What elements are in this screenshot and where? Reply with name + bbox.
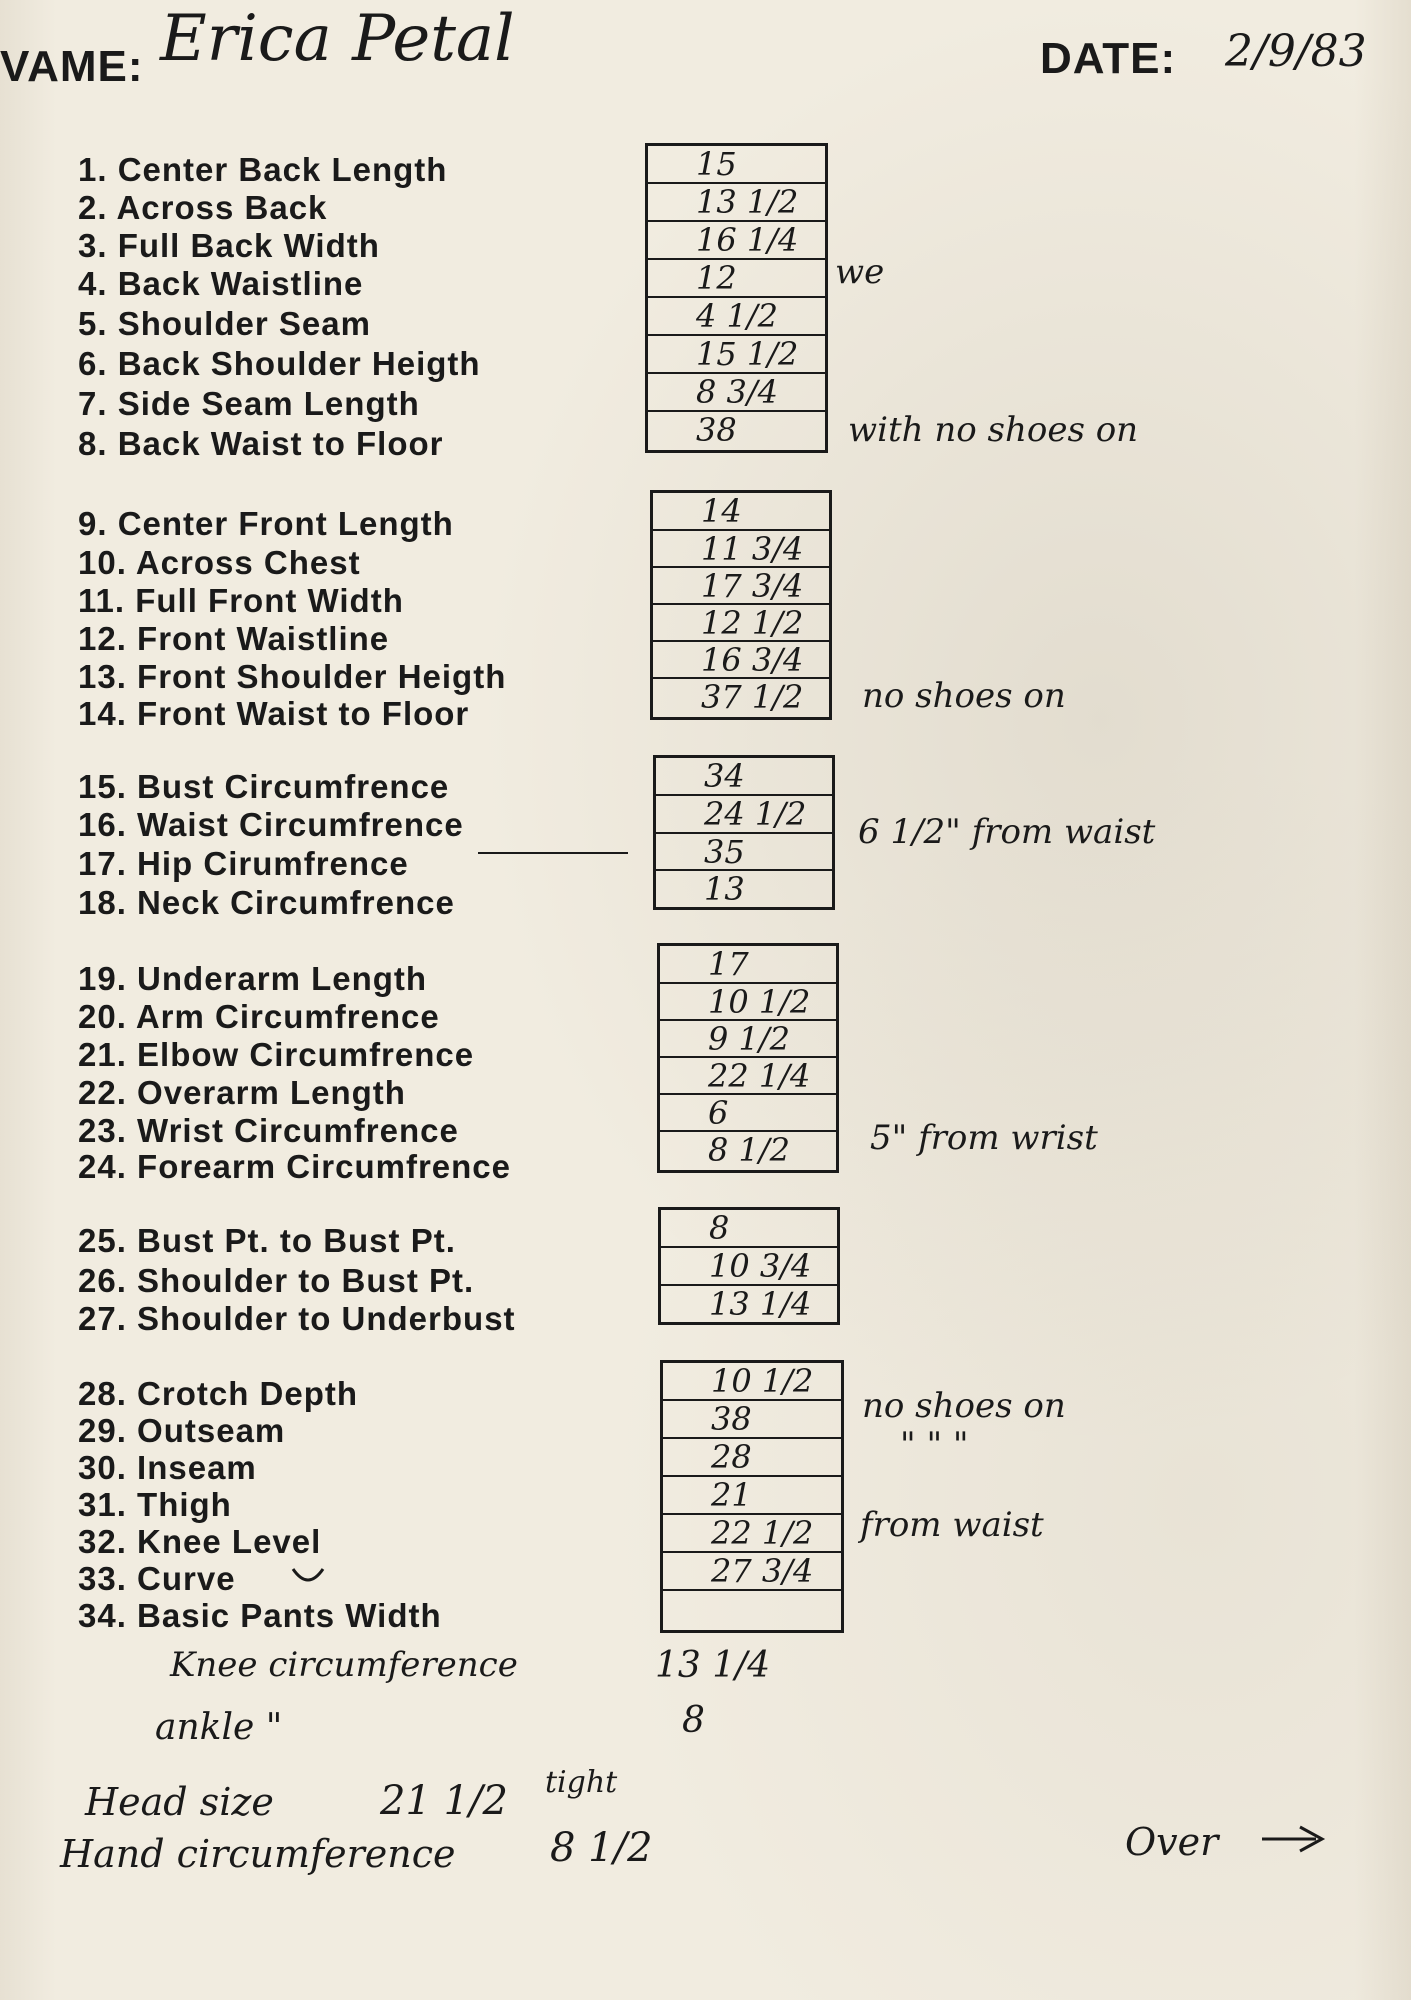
note-from-waist-2: from waist bbox=[860, 1505, 1044, 1545]
label-curve: 33. Curve bbox=[78, 1560, 236, 1597]
label-front-waistline: 12. Front Waistline bbox=[78, 620, 390, 657]
values-box-back bbox=[645, 143, 828, 453]
value-cell: 13 1/4 bbox=[709, 1285, 812, 1323]
values-box-bust bbox=[658, 1207, 840, 1325]
label-wrist-circumference: 23. Wrist Circumfrence bbox=[78, 1112, 459, 1149]
hip-leader-line bbox=[478, 852, 628, 854]
value-cell: 27 3/4 bbox=[663, 1553, 841, 1591]
knee-circumference-value: 13 1/4 bbox=[655, 1645, 771, 1686]
value-cell: 16 1/4 bbox=[648, 222, 825, 260]
value-cell: 38 bbox=[696, 411, 737, 449]
label-shoulder-to-bust-pt: 26. Shoulder to Bust Pt. bbox=[78, 1262, 475, 1299]
note-no-shoes-2: no shoes on bbox=[862, 676, 1066, 716]
label-waist-circumference: 16. Waist Circumfrence bbox=[78, 806, 464, 843]
note-from-wrist: 5" from wrist bbox=[870, 1118, 1098, 1158]
values-box-circumference bbox=[653, 755, 835, 910]
value-cell: 14 bbox=[653, 493, 829, 531]
label-outseam: 29. Outseam bbox=[78, 1412, 286, 1449]
value-cell: 4 1/2 bbox=[648, 298, 825, 336]
value-cell: 12 bbox=[648, 260, 825, 298]
label-across-back: 2. Across Back bbox=[78, 189, 328, 226]
label-basic-pants-width: 34. Basic Pants Width bbox=[78, 1597, 442, 1634]
value-cell: 10 3/4 bbox=[661, 1248, 837, 1286]
note-back-waistline: we bbox=[835, 252, 885, 292]
value-cell: 6 bbox=[660, 1095, 836, 1132]
value-cell: 12 1/2 bbox=[653, 605, 829, 642]
label-forearm-circumference: 24. Forearm Circumfrence bbox=[78, 1148, 512, 1185]
hand-circumference-label: Hand circumference bbox=[60, 1832, 456, 1876]
label-back-waist-to-floor: 8. Back Waist to Floor bbox=[78, 425, 444, 462]
value-cell: 15 bbox=[648, 146, 825, 184]
value-cell: 8 1/2 bbox=[708, 1131, 791, 1169]
value-cell: 13 1/2 bbox=[648, 184, 825, 222]
label-overarm-length: 22. Overarm Length bbox=[78, 1074, 406, 1111]
label-full-back-width: 3. Full Back Width bbox=[78, 227, 380, 264]
value-cell: 8 bbox=[661, 1210, 837, 1248]
label-elbow-circumference: 21. Elbow Circumfrence bbox=[78, 1036, 475, 1073]
label-full-front-width: 11. Full Front Width bbox=[78, 582, 404, 619]
note-no-shoes-1: with no shoes on bbox=[848, 410, 1139, 450]
note-no-shoes-3: no shoes on bbox=[862, 1386, 1066, 1426]
values-box-arm bbox=[657, 943, 839, 1173]
label-back-waistline: 4. Back Waistline bbox=[78, 265, 364, 302]
value-cell: 28 bbox=[663, 1439, 841, 1477]
value-cell: 10 1/2 bbox=[660, 984, 836, 1021]
label-center-back-length: 1. Center Back Length bbox=[78, 151, 448, 188]
value-cell: 15 1/2 bbox=[648, 336, 825, 374]
label-arm-circumference: 20. Arm Circumfrence bbox=[78, 998, 440, 1035]
date-value: 2/9/83 bbox=[1225, 26, 1367, 77]
value-cell: 17 3/4 bbox=[653, 568, 829, 605]
value-cell: 10 1/2 bbox=[663, 1363, 841, 1401]
label-inseam: 30. Inseam bbox=[78, 1449, 257, 1486]
over-label: Over bbox=[1125, 1820, 1219, 1864]
label-center-front-length: 9. Center Front Length bbox=[78, 505, 454, 542]
ankle-value: 8 bbox=[682, 1700, 705, 1741]
label-bust-circumference: 15. Bust Circumfrence bbox=[78, 768, 450, 805]
values-box-pants bbox=[660, 1360, 844, 1633]
value-cell: 35 bbox=[656, 834, 832, 871]
label-thigh: 31. Thigh bbox=[78, 1486, 232, 1523]
value-cell: 22 1/4 bbox=[660, 1058, 836, 1095]
note-from-waist: 6 1/2" from waist bbox=[858, 812, 1156, 852]
head-size-label: Head size bbox=[85, 1780, 274, 1824]
label-front-shoulder-height: 13. Front Shoulder Heigth bbox=[78, 658, 507, 695]
value-cell: 13 bbox=[704, 870, 745, 908]
value-cell: 38 bbox=[663, 1401, 841, 1439]
label-underarm-length: 19. Underarm Length bbox=[78, 960, 428, 997]
label-shoulder-to-underbust: 27. Shoulder to Underbust bbox=[78, 1300, 516, 1337]
name-label: VAME: bbox=[0, 42, 144, 91]
value-cell: 21 bbox=[663, 1477, 841, 1515]
name-value: Erica Petal bbox=[160, 2, 515, 76]
note-ditto: " " " bbox=[900, 1425, 969, 1465]
value-cell: 16 3/4 bbox=[653, 642, 829, 679]
value-cell: 37 1/2 bbox=[701, 678, 804, 716]
hand-circumference-value: 8 1/2 bbox=[550, 1825, 653, 1871]
value-cell: 8 3/4 bbox=[648, 374, 825, 412]
arrow-right-icon bbox=[1258, 1822, 1328, 1856]
label-front-waist-to-floor: 14. Front Waist to Floor bbox=[78, 695, 470, 732]
value-cell: 34 bbox=[656, 758, 832, 796]
label-hip-circumference: 17. Hip Cirumfrence bbox=[78, 845, 409, 882]
head-size-note: tight bbox=[545, 1765, 618, 1800]
values-box-front bbox=[650, 490, 832, 720]
label-neck-circumference: 18. Neck Circumfrence bbox=[78, 884, 455, 921]
label-shoulder-seam: 5. Shoulder Seam bbox=[78, 305, 371, 342]
label-across-chest: 10. Across Chest bbox=[78, 544, 361, 581]
value-cell: 22 1/2 bbox=[663, 1515, 841, 1553]
label-crotch-depth: 28. Crotch Depth bbox=[78, 1375, 359, 1412]
value-cell bbox=[663, 1591, 841, 1630]
label-bust-pt-to-bust-pt: 25. Bust Pt. to Bust Pt. bbox=[78, 1222, 456, 1259]
value-cell: 9 1/2 bbox=[660, 1021, 836, 1058]
value-cell: 24 1/2 bbox=[656, 796, 832, 834]
curve-symbol-icon bbox=[290, 1565, 326, 1587]
head-size-value: 21 1/2 bbox=[380, 1778, 508, 1824]
value-cell: 17 bbox=[660, 946, 836, 984]
ankle-label: ankle " bbox=[155, 1707, 283, 1748]
knee-circumference-label: Knee circumference bbox=[170, 1645, 518, 1685]
label-side-seam-length: 7. Side Seam Length bbox=[78, 385, 420, 422]
date-label: DATE: bbox=[1040, 34, 1177, 83]
value-cell: 11 3/4 bbox=[653, 531, 829, 568]
label-knee-level: 32. Knee Level bbox=[78, 1523, 322, 1560]
label-back-shoulder-height: 6. Back Shoulder Heigth bbox=[78, 345, 481, 382]
